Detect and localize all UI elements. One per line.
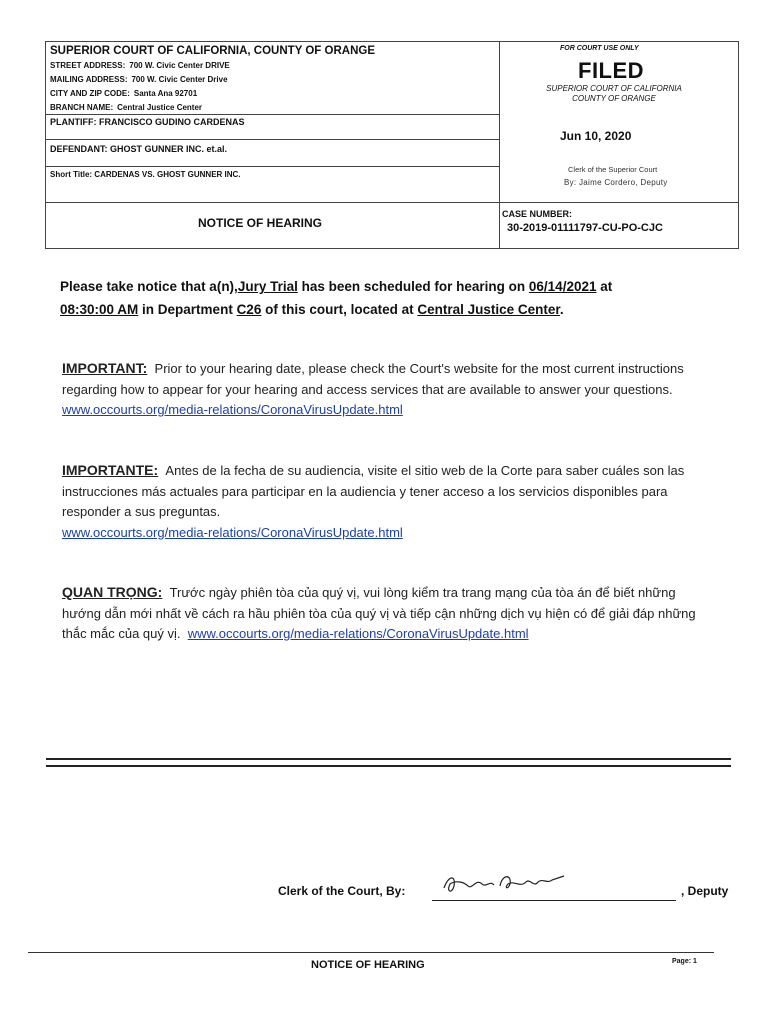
mailing-value: 700 W. Civic Center Drive <box>131 75 228 84</box>
signature-image <box>438 866 568 900</box>
branch-label: BRANCH NAME: <box>50 103 114 112</box>
court-name: SUPERIOR COURT OF CALIFORNIA, COUNTY OF ORANGE <box>50 45 375 57</box>
clerk-by-deputy: By: Jaime Cordero, Deputy <box>564 178 668 187</box>
case-number: 30-2019-01111797-CU-PO-CJC <box>507 222 663 234</box>
city-value: Santa Ana 92701 <box>133 89 198 98</box>
covid-update-link[interactable]: www.occourts.org/media-relations/CoronaVirusUpdate.html <box>187 626 529 641</box>
important-spanish <box>62 460 702 543</box>
notice-text: Please take notice that a(n), <box>60 279 238 294</box>
notice-text: in Department <box>138 302 237 317</box>
footer-rule <box>28 952 714 953</box>
covid-update-link[interactable]: www.occourts.org/media-relations/CoronaVirusUpdate.html <box>62 402 403 417</box>
filed-court-line1: SUPERIOR COURT OF CALIFORNIA <box>546 84 682 93</box>
city-label: CITY AND ZIP CODE: <box>50 89 130 98</box>
row-divider <box>46 166 499 167</box>
clerk-superior-court: Clerk of the Superior Court <box>568 165 658 174</box>
street-address <box>50 61 230 70</box>
short-title: Short Title: CARDENAS VS. GHOST GUNNER INC. <box>50 170 241 179</box>
hearing-time: 08:30:00 AM <box>60 302 139 317</box>
quan-trong-text: Trước ngày phiên tòa của quý vị, vui lòng kiểm tra trang mạng của tòa án để biết những hướng dẫn mới nhất về cách ra hầu phiên tòa của quý vị và tiếp cận những dịch vụ hiện có để giải đáp những thắc mắc của quý vị. <box>62 585 696 641</box>
signature-label: Clerk of the Court, By: <box>278 884 406 898</box>
row-divider <box>46 139 499 140</box>
column-divider <box>499 42 500 249</box>
notice-text: . <box>559 302 564 317</box>
mailing-address <box>50 75 228 84</box>
mailing-label: MAILING ADDRESS: <box>50 75 128 84</box>
signature-line <box>432 900 676 901</box>
filed-stamp: FILED <box>578 58 645 83</box>
notice-title: NOTICE OF HEARING <box>198 216 323 230</box>
deputy-label: , Deputy <box>681 884 729 898</box>
importante-heading: IMPORTANTE: <box>62 462 159 478</box>
quan-trong-heading: QUAN TRỌNG: <box>62 584 163 600</box>
row-divider <box>46 202 739 203</box>
street-label: STREET ADDRESS: <box>50 61 126 70</box>
importante-text: Antes de la fecha de su audiencia, visite el sitio web de la Corte para saber cuáles son las instrucciones más actuales para participar en la audiencia y tener acceso a los servicios disponibles para responder a sus preguntas. <box>62 463 685 519</box>
covid-update-link[interactable]: www.occourts.org/media-relations/CoronaVirusUpdate.html <box>62 524 403 540</box>
department: C26 <box>236 302 262 317</box>
plaintiff: PLANTIFF: FRANCISCO GUDINO CARDENAS <box>50 117 245 127</box>
page-number: Page: 1 <box>672 958 697 965</box>
hearing-date: 06/14/2021 <box>528 279 597 294</box>
filed-court-line2: COUNTY OF ORANGE <box>572 94 656 103</box>
branch-value: Central Justice Center <box>117 103 203 112</box>
case-number-label: CASE NUMBER: <box>502 209 573 219</box>
notice-body <box>60 275 720 321</box>
notice-text: at <box>596 279 613 294</box>
notice-text: of this court, located at <box>261 302 418 317</box>
double-rule-top <box>46 758 731 760</box>
filed-date: Jun 10, 2020 <box>560 129 632 143</box>
defendant: DEFENDANT: GHOST GUNNER INC. et.al. <box>50 144 228 154</box>
street-value: 700 W. Civic Center DRIVE <box>129 61 230 70</box>
hearing-type: Jury Trial <box>237 279 298 294</box>
double-rule-bottom <box>46 765 731 767</box>
row-divider <box>46 114 499 115</box>
for-court-use-label: FOR COURT USE ONLY <box>560 45 639 52</box>
footer-title: NOTICE OF HEARING <box>311 959 425 971</box>
filed-court <box>535 84 693 104</box>
city-zip <box>50 89 197 98</box>
important-english <box>62 358 702 421</box>
hearing-location: Central Justice Center <box>417 302 560 317</box>
important-vietnamese <box>62 582 702 645</box>
notice-text: has been scheduled for hearing on <box>297 279 529 294</box>
important-heading: IMPORTANT: <box>62 360 148 376</box>
important-text: Prior to your hearing date, please check the Court's website for the most current instructions regarding how to appear for your hearing and access services that are available to answer your questions. <box>62 361 684 397</box>
branch-name <box>50 103 202 112</box>
